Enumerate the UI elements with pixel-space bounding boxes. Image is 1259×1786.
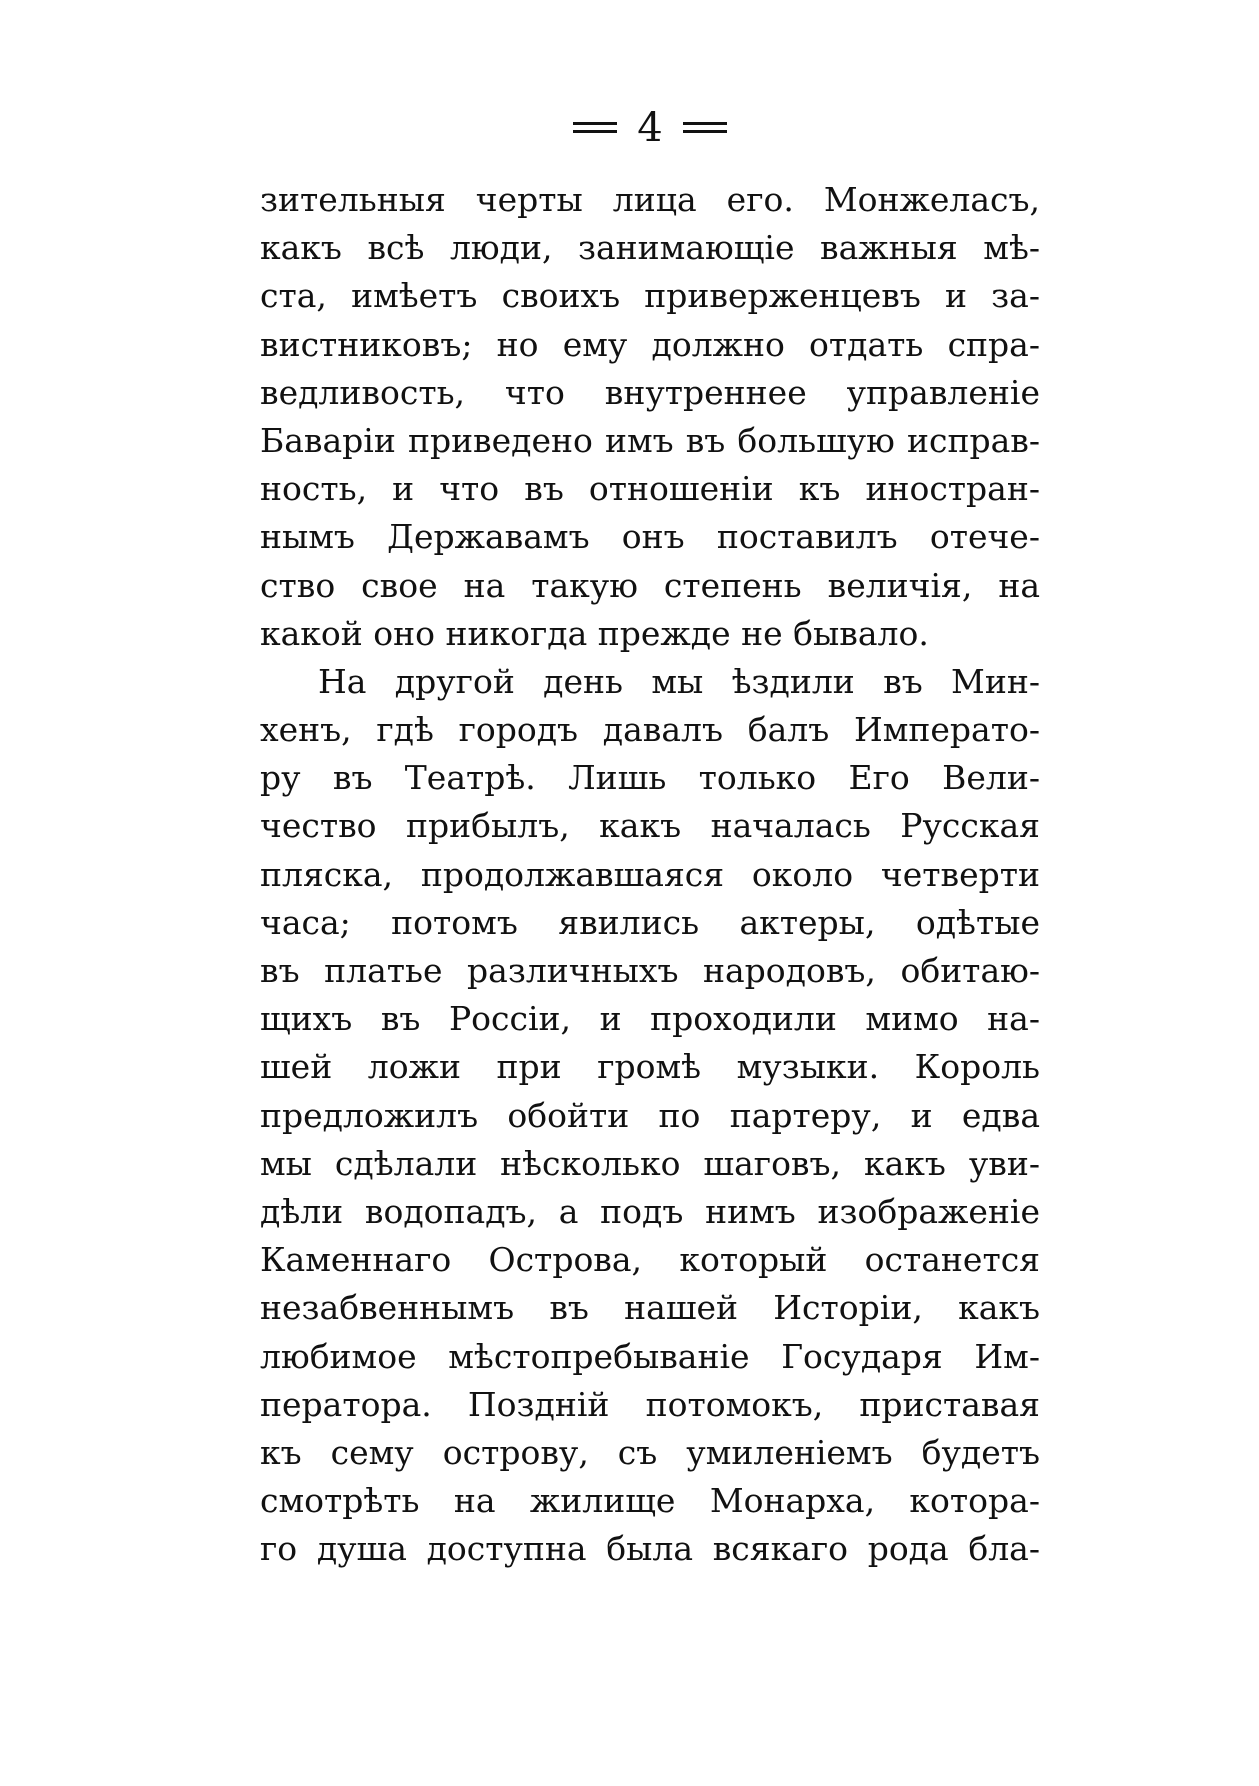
text-line-14: чество прибылъ, какъ началась Русская [260,806,1040,846]
text-line-16: часа; потомъ явились актеры, одѣтые [260,902,1040,942]
text-line-19: шей ложи при громѣ музыки. Король [260,1047,1040,1087]
page-header [560,102,740,154]
page-number: 4 [637,105,663,151]
text-line-28: смотрѣть на жилище Монарха, котора- [260,1481,1040,1521]
text-line-4: вистниковъ; но ему должно отдать спра- [260,324,1040,364]
text-line-7: ность, и что въ отношеніи къ иностран- [260,469,1040,509]
text-line-29: го душа доступна была всякаго рода бла- [260,1529,1040,1569]
text-line-9: ство свое на такую степень величія, на [260,565,1040,605]
body-text [260,176,1040,1573]
right-double-rule [683,121,727,135]
text-line-27: къ сему острову, съ умиленіемъ будетъ [260,1432,1040,1472]
text-line-10: какой оно никогда прежде не бывало. [260,613,929,653]
text-line-2: какъ всѣ люди, занимающіе важныя мѣ- [260,228,1040,268]
text-line-23: Каменнаго Острова, который останется [260,1240,1040,1280]
text-line-8: нымъ Державамъ онъ поставилъ отече- [260,517,1040,557]
text-line-18: щихъ въ Россіи, и проходили мимо на- [260,999,1040,1039]
text-line-15: пляска, продолжавшаяся около четверти [260,854,1040,894]
text-line-17: въ платье различныхъ народовъ, обитаю- [260,951,1040,990]
text-line-12: хенъ, гдѣ городъ давалъ балъ Императо- [260,710,1040,750]
text-line-20: предложилъ обойти по партеру, и едва [260,1095,1040,1135]
text-line-26: ператора. Позднiй потомокъ, приставая [260,1384,1040,1424]
text-line-22: дѣли водопадъ, а подъ нимъ изображеніе [260,1191,1040,1231]
left-double-rule [573,121,617,135]
text-line-6: Баваріи приведено имъ въ большую исправ- [260,420,1040,460]
text-line-25: любимое мѣстопребываніе Государя Им- [260,1336,1040,1376]
text-line-1: зительныя черты лица его. Монжеласъ, [260,180,1040,219]
text-line-13: ру въ Театрѣ. Лишь только Его Вели- [260,758,1040,798]
text-line-5: ведливость, что внутреннее управленіе [260,372,1040,412]
text-line-24: незабвеннымъ въ нашей Исторіи, какъ [260,1288,1040,1328]
text-line-21: мы сдѣлали нѣсколько шаговъ, какъ уви- [260,1143,1040,1183]
text-line-11: На другой день мы ѣздили въ Мин- [318,661,1040,701]
text-line-3: ста, имѣетъ своихъ приверженцевъ и за- [260,276,1040,316]
